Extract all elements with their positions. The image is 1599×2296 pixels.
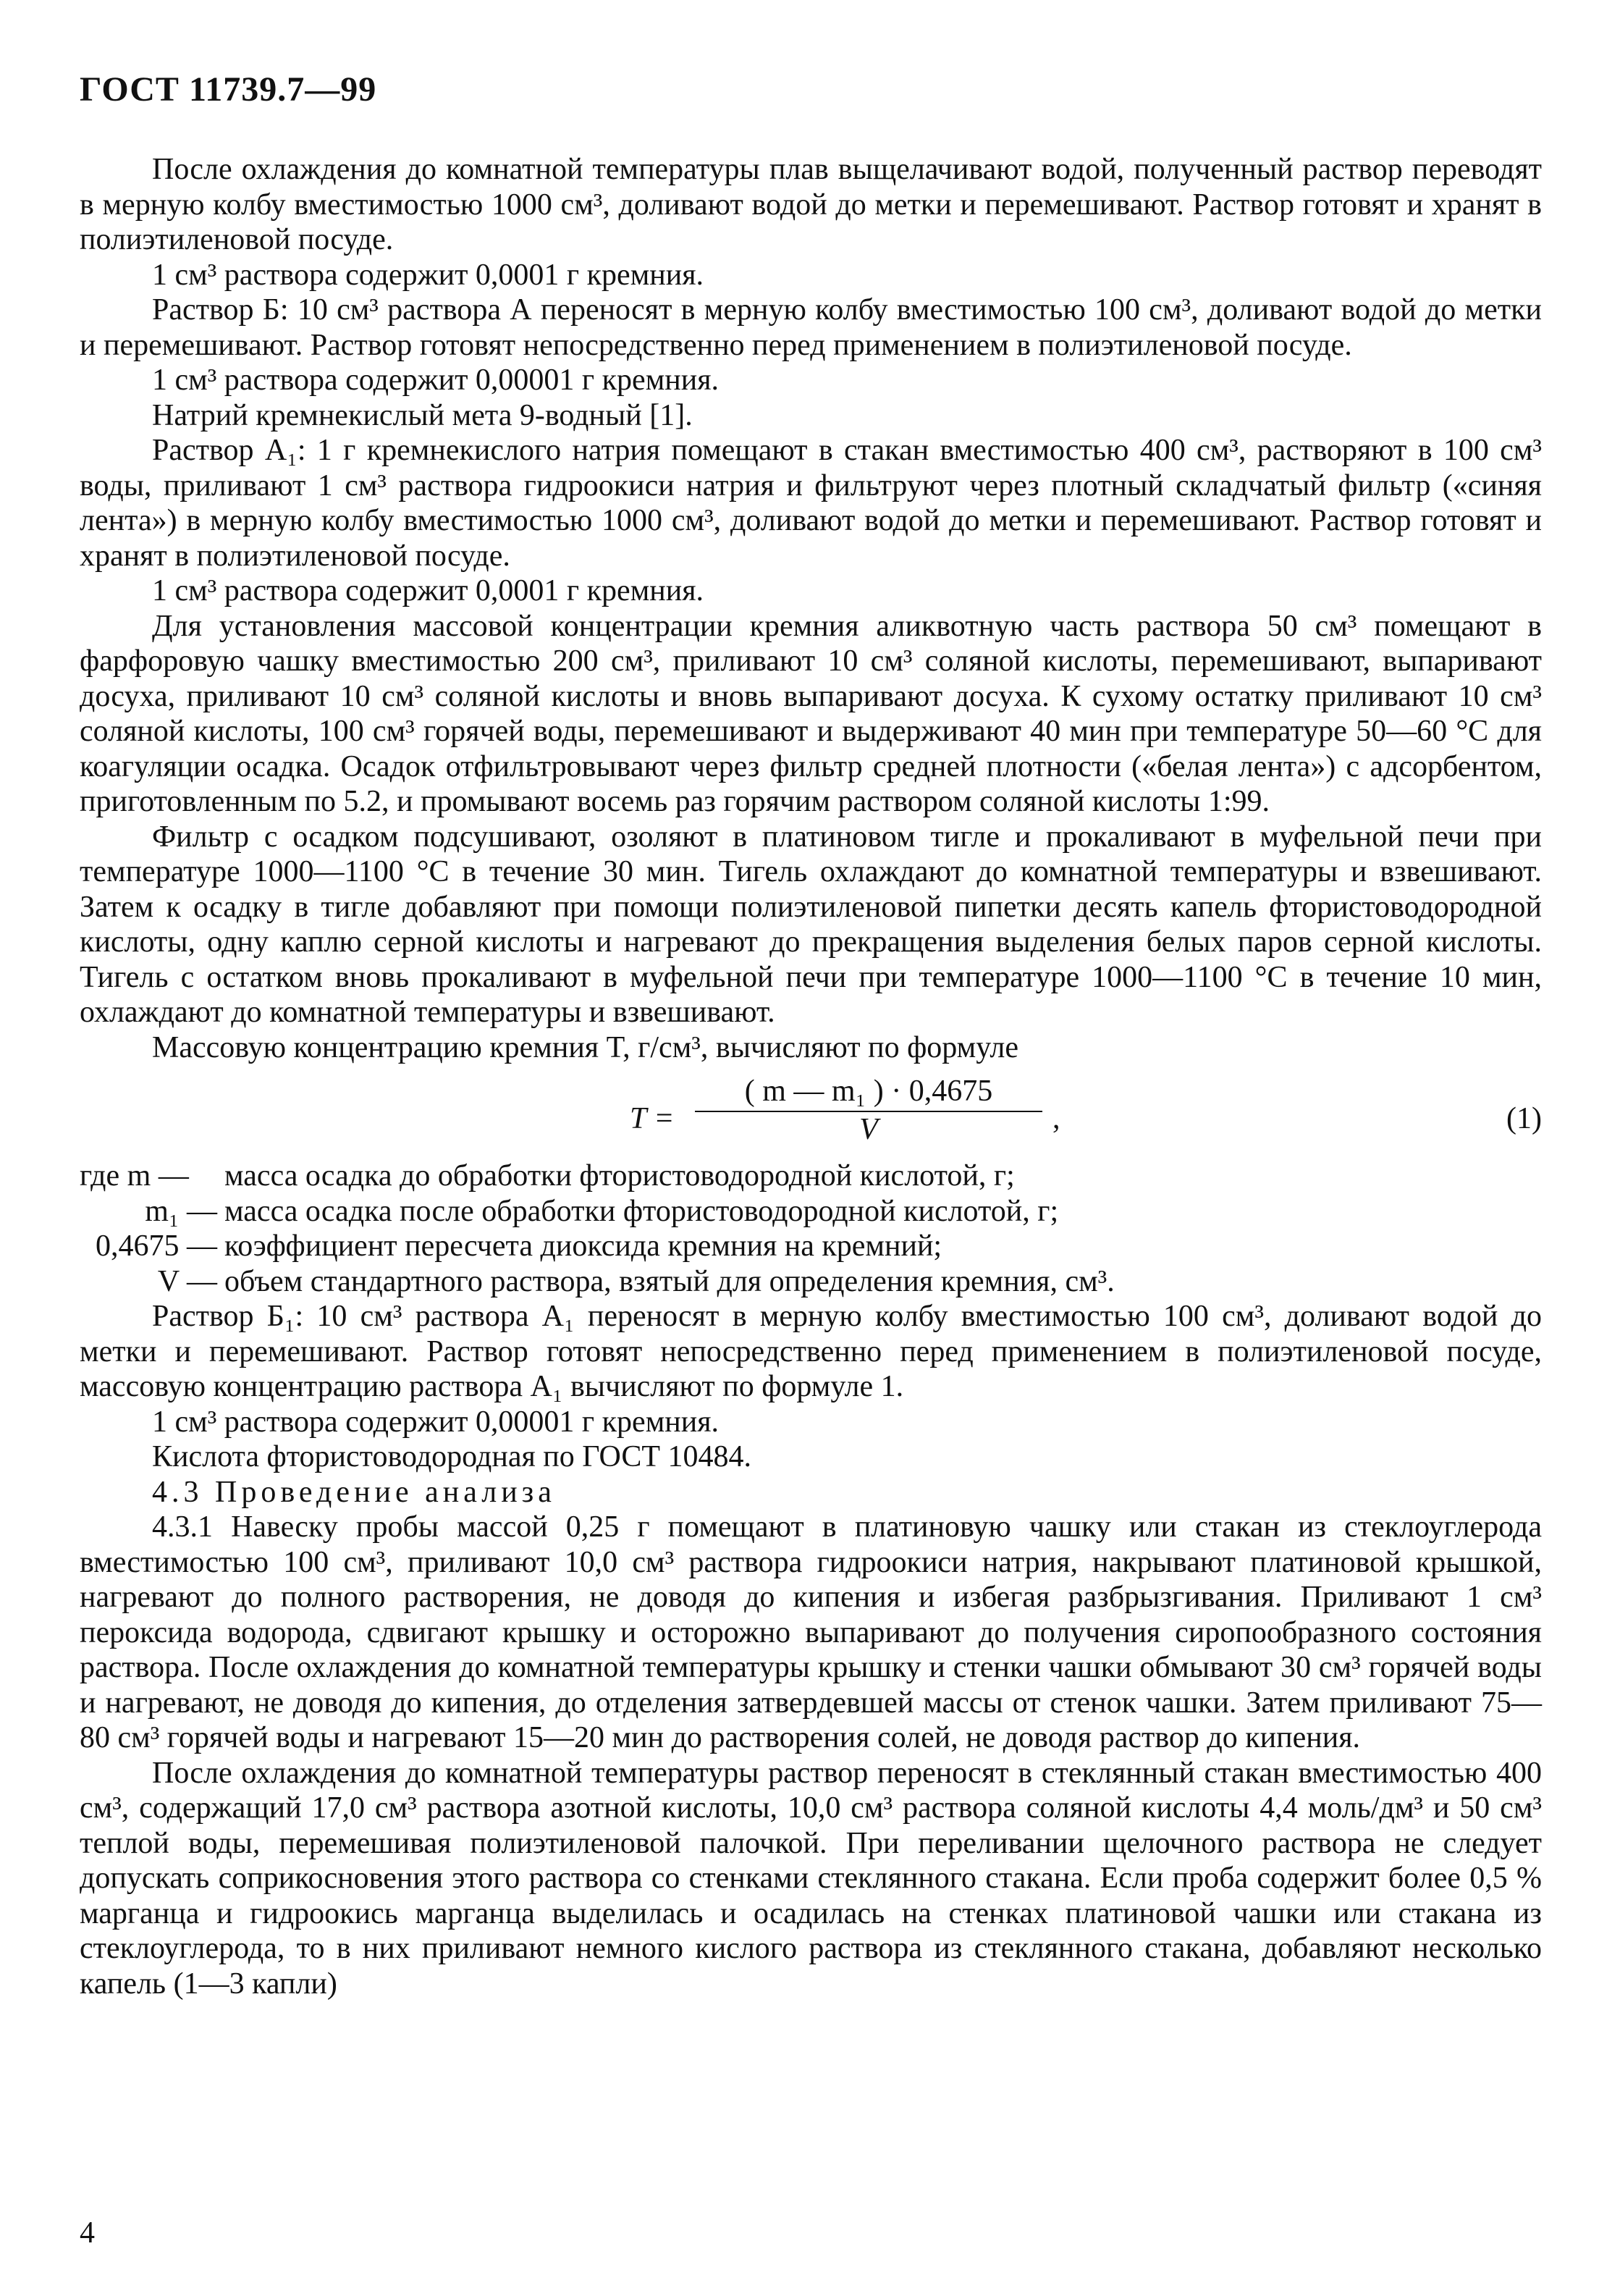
definition-term: где m —: [80, 1159, 189, 1193]
formula-numerator: ( m — m₁ ) · 0,4675: [744, 1075, 993, 1108]
paragraph-11: Раствор Б₁: 10 см³ раствора А₁ переносят в мерную колбу вместимостью 100 см³, доливают водой до метки и перемешивают. Раствор готовят непосредственно перед применением в полиэтиленовой посуде, массовую концентрацию раствора А₁ вычисляют по формуле 1.: [80, 1300, 1542, 1403]
definition-term: 0,4675 —: [96, 1229, 217, 1263]
paragraph-15: 4.3.1 Навеску пробы массой 0,25 г помещают в платиновую чашку или стакан из стеклоуглерода вместимостью 100 см³, приливают 10,0 см³ раствора гидроокиси натрия, накрывают платиновой крышкой, нагревают до полного растворения, не доводя до кипения и избегая разбрызгивания. Приливают 1 см³ пероксида водорода, сдвигают крышку и осторожно выпаривают до получения сиропообразного состояния раствора. После охлаждения до комнатной температуры крышку и стенки чашки обмывают 30 см³ горячей воды и нагревают, не доводя до кипения, до отделения затвердевшей массы от стенок чашки. Затем приливают 75—80 см³ горячей воды и нагревают 15—20 мин до растворения солей, не доводя раствор до кипения.: [80, 1510, 1542, 1754]
definition-row: [80, 1229, 1542, 1264]
formula-fraction: [688, 1074, 1050, 1147]
formula-denominator: V: [859, 1112, 878, 1146]
paragraph-9: Фильтр с осадком подсушивают, озоляют в платиновом тигле и прокаливают в муфельной печи при температуре 1000—1100 °С в течение 30 мин. Тигель охлаждают до комнатной температуры и взвешивают. Затем к осадку в тигле добавляют при помощи полиэтиленовой пипетки десять капель фтористоводородной кислоты, одну каплю серной кислоты и нагревают до прекращения выделения белых паров серной кислоты. Тигель с остатком вновь прокаливают в муфельной печи при температуре 1000—1100 °С в течение 10 мин, охлаждают до комнатной температуры и взвешивают.: [80, 820, 1542, 1029]
paragraph-2: 1 см³ раствора содержит 0,0001 г кремния.: [152, 258, 704, 292]
paragraph-6: Раствор А₁: 1 г кремнекислого натрия помещают в стакан вместимостью 400 см³, растворяют в 100 см³ воды, приливают 1 см³ раствора гидроокиси натрия и фильтруют через плотный складчатый фильтр («синяя лента») в мерную колбу вместимостью 1000 см³, доливают водой до метки и перемешивают. Раствор готовят и хранят в полиэтиленовой посуде.: [80, 434, 1542, 573]
definition-term: V —: [157, 1264, 217, 1298]
paragraph-1: После охлаждения до комнатной температуры плав выщелачивают водой, полученный раствор переводят в мерную колбу вместимостью 1000 см³, доливают водой до метки и перемешивают. Раствор готовят и хранят в полиэтиленовой посуде.: [80, 153, 1542, 256]
document-header: ГОСТ 11739.7—99: [80, 70, 377, 109]
definition-text: масса осадка после обработки фтористоводородной кислотой, г;: [224, 1194, 1059, 1228]
formula-comma: ,: [1052, 1102, 1060, 1135]
definition-term: m₁ —: [145, 1194, 217, 1228]
paragraph-4: 1 см³ раствора содержит 0,00001 г кремния.: [152, 363, 720, 397]
definition-row: [80, 1264, 1542, 1300]
formula-definitions: [80, 1158, 1542, 1299]
paragraph-7: 1 см³ раствора содержит 0,0001 г кремния.: [152, 574, 704, 607]
document-body: [80, 152, 1542, 2001]
paragraph-16: После охлаждения до комнатной температуры раствор переносят в стеклянный стакан вместимостью 400 см³, содержащий 17,0 см³ раствора азотной кислоты, 10,0 см³ раствора соляной кислоты 4,4 моль/дм³ и 50 см³ теплой воды, перемешивая полиэтиленовой палочкой. При переливании щелочного раствора не следует допускать соприкосновения этого раствора со стенками стеклянного стакана. Если проба содержит более 0,5 % марганца и гидроокись марганца выделилась и осадилась на стенках платиновой чашки или стакана из стеклоуглерода, то в них приливают немного кислого раствора из стеклянного стакана, добавляют несколько капель (1—3 капли): [80, 1756, 1542, 2001]
paragraph-3: Раствор Б: 10 см³ раствора А переносят в мерную колбу вместимостью 100 см³, доливают водой до метки и перемешивают. Раствор готовят непосредственно перед применением в полиэтиленовой посуде.: [80, 293, 1542, 362]
definition-text: масса осадка до обработки фтористоводородной кислотой, г;: [224, 1159, 1015, 1193]
paragraph-10: Массовую концентрацию кремния T, г/см³, вычисляют по формуле: [152, 1030, 1018, 1064]
definition-text: коэффициент пересчета диоксида кремния на кремний;: [224, 1229, 942, 1263]
formula-lhs: T =: [630, 1102, 675, 1135]
formula-number: (1): [1506, 1102, 1542, 1135]
definition-row: [80, 1194, 1542, 1229]
paragraph-5: Натрий кремнекислый мета 9-водный [1].: [152, 398, 693, 432]
paragraph-8: Для установления массовой концентрации кремния аликвотную часть раствора 50 см³ помещают в фарфоровую чашку вместимостью 200 см³, приливают 10 см³ соляной кислоты, перемешивают, выпаривают досуха, приливают 10 см³ соляной кислоты и вновь выпаривают досуха. К сухому остатку приливают 10 см³ соляной кислоты, 100 см³ горячей воды, перемешивают и выдерживают 40 мин при температуре 50—60 °С для коагуляции осадка. Осадок отфильтровывают через фильтр средней плотности («белая лента») с адсорбентом, приготовленным по 5.2, и промывают восемь раз горячим раствором соляной кислоты 1:99.: [80, 609, 1542, 818]
definition-row: [80, 1158, 1542, 1194]
paragraph-13: Кислота фтористоводородная по ГОСТ 10484.: [152, 1440, 752, 1473]
definition-text: объем стандартного раствора, взятый для определения кремния, см³.: [224, 1264, 1115, 1298]
formula-1: [80, 1074, 1542, 1150]
page-number: 4: [80, 2216, 95, 2250]
paragraph-12: 1 см³ раствора содержит 0,00001 г кремния.: [152, 1405, 720, 1439]
section-heading: 4.3 Проведение анализа: [152, 1475, 556, 1509]
